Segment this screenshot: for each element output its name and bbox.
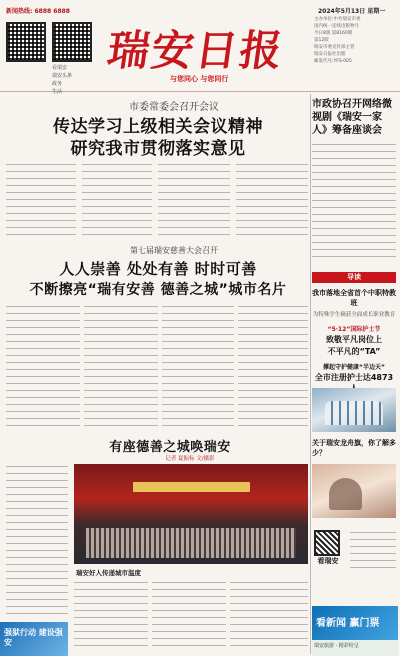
guide-item3-title2[interactable]: 全市注册护士达4873 (314, 373, 394, 382)
qr-code-icon (52, 22, 92, 62)
qr-code-icon (314, 530, 340, 556)
nurse-photo (312, 388, 396, 432)
lead-body-col4 (236, 160, 308, 238)
guide-section-label: 导读 (312, 272, 396, 283)
third-byline: 记者 夏振标 文/摄影 (165, 456, 215, 462)
mini-menu-item: 生活 (52, 89, 63, 95)
qr-description (350, 528, 396, 568)
pub-info-line: 瑞安市委宣传部主管 (314, 45, 355, 50)
ceremony-photo (74, 464, 308, 564)
guide-item2-title2[interactable]: 不平凡的“TA” (327, 347, 381, 356)
lead-body-col1 (6, 160, 76, 238)
lead-body-col3 (158, 160, 230, 238)
pub-info-line: 第12版 (314, 38, 329, 43)
guide-item1-title[interactable]: 我市落地全省首个中职特教班 (312, 289, 396, 307)
pub-info-line: 邮发代号:YFS-005 (314, 59, 352, 64)
mini-menu (52, 64, 96, 96)
hotline: 新闻热线: 6888 6888 (6, 8, 70, 15)
publication-info (314, 16, 398, 65)
ad-text: 看新闻 赢门票 (316, 618, 380, 629)
masthead (0, 0, 400, 95)
guide-item2-quote: “5·12”国际护士节 (327, 326, 381, 333)
slogan: 与您同心 与您同行 (170, 75, 229, 83)
pub-info-line: 瑞安日报社出版 (314, 52, 346, 57)
lead-headline-line1[interactable]: 传达学习上级相关会议精神 (53, 117, 263, 137)
lead-headline-line2[interactable]: 研究我市贯彻落实意见 (70, 139, 246, 159)
third-headline[interactable]: 有座德善之城唤瑞安 (109, 440, 231, 455)
pub-info-line: 国内统一连续出版物号 (314, 24, 359, 29)
stage-banner (133, 482, 250, 492)
advertisement-banner[interactable] (312, 606, 398, 640)
pub-info-line: 主办单位:中共瑞安市委 (314, 17, 361, 22)
pub-info-line: 今日8版 第8160期 (314, 31, 353, 36)
qr-label: 看瑞安 (317, 557, 339, 565)
right-top-body (312, 140, 396, 260)
issue-date: 2024年5月13日 星期一 (318, 8, 386, 15)
second-body-col1 (6, 302, 80, 430)
third-body-col2 (74, 578, 148, 648)
lead-body-col2 (82, 160, 152, 238)
guide-item1-sub: 为特殊学生摘获全面成长职业教育 (312, 312, 396, 318)
newspaper-logo: 瑞安日报 (104, 26, 288, 75)
second-body-col4 (238, 302, 308, 430)
third-body-col1 (6, 462, 68, 620)
column-divider (310, 94, 311, 654)
dragon-boat-photo (312, 464, 396, 518)
guide-item3-title1[interactable]: 撑起守护健康“半边天” (323, 364, 385, 371)
mini-menu-item: 政务 (52, 81, 63, 87)
lead-kicker[interactable]: 市委常委会召开会议 (129, 102, 219, 113)
mini-menu-item: 看瑞安 (52, 65, 68, 71)
second-headline-line2[interactable]: 不断擦亮“瑞有安善 德善之城”城市名片 (29, 282, 287, 298)
second-body-col2 (84, 302, 158, 430)
second-body-col3 (162, 302, 234, 430)
guide-item4-title[interactable]: 关于瑞安龙舟旗，你了解多少？ (312, 439, 396, 457)
campaign-banner-text: 强狱行动 建设强安 (4, 628, 63, 647)
ad-footer: 瑞安旅游 · 精彩纷呈 (312, 640, 398, 656)
third-body-col4 (230, 578, 308, 648)
second-headline-line1[interactable]: 人人崇善 处处有善 时时可善 (59, 260, 257, 278)
qr-code-icon (6, 22, 46, 62)
guide-item2-title1[interactable]: 致敬平凡岗位上 (326, 335, 382, 344)
mini-menu-item: 瑞安头条 (52, 73, 73, 79)
campaign-banner[interactable] (0, 622, 68, 656)
photo-caption: 瑞安好人传递城市温度 (76, 569, 141, 577)
second-kicker[interactable]: 第七届瑞安慈善大会召开 (130, 246, 218, 255)
right-top-headline[interactable]: 市政协召开网络微视剧《瑞安一家人》筹备座谈会 (312, 99, 392, 136)
third-body-col3 (152, 578, 226, 648)
